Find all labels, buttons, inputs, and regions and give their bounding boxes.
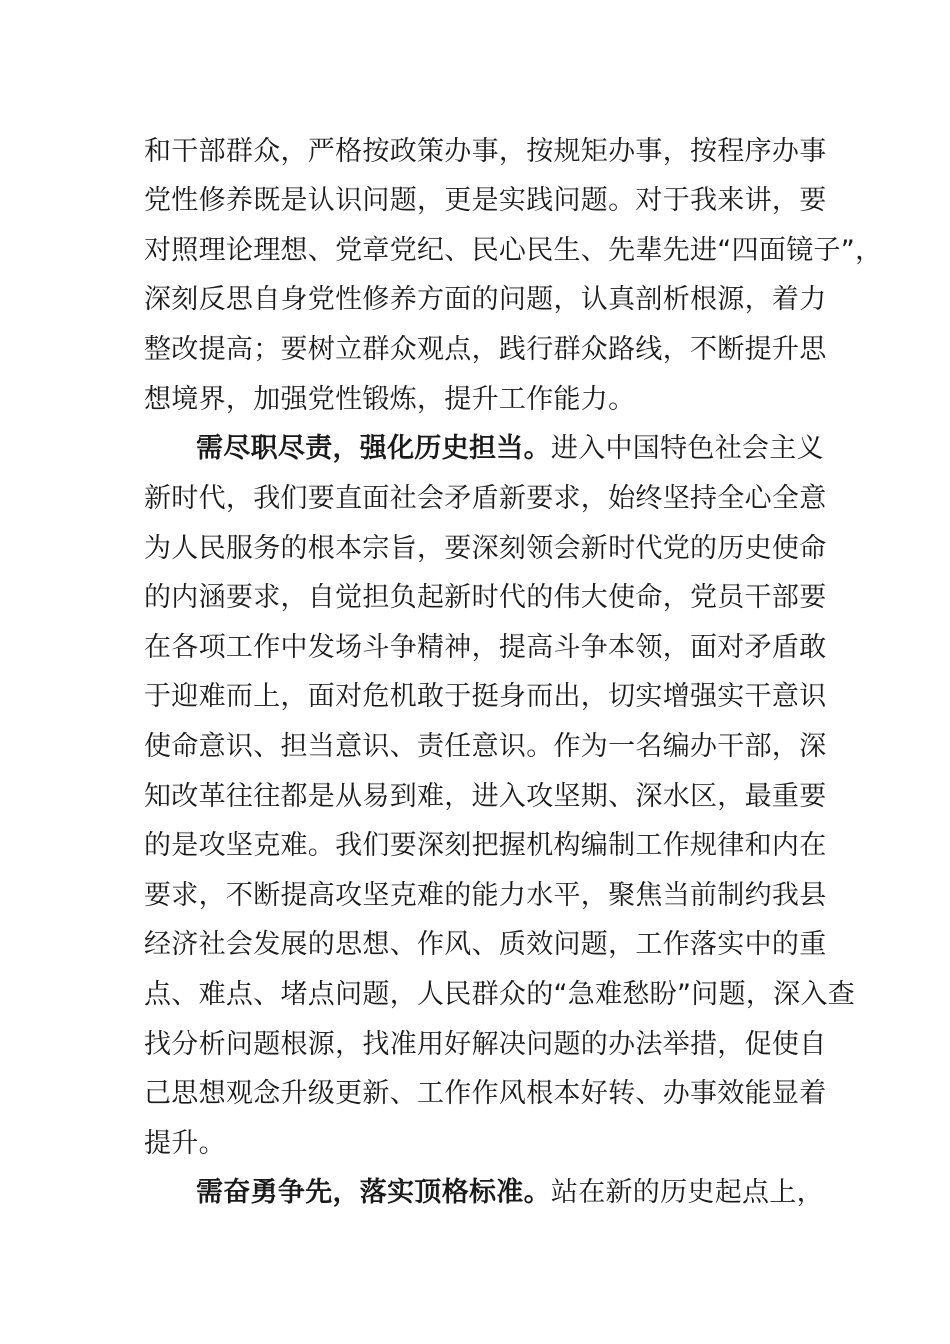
text-line: 党性修养既是认识问题，更是实践问题。对于我来讲，要 (144, 185, 827, 216)
text-line: 找分析问题根源，找准用好解决问题的办法举措，促使自 (144, 1029, 827, 1060)
text-line: 和干部群众，严格按政策办事，按规矩办事，按程序办事 (144, 136, 827, 167)
text-line: 提升。 (144, 1128, 226, 1159)
paragraph-heading: 需尽职尽责，强化历史担当。 (196, 433, 551, 464)
paragraph-heading: 需奋勇争先，落实顶格标准。 (196, 1177, 551, 1208)
text-line: 于迎难而上，面对危机敢于挺身而出，切实增强实干意识 (144, 681, 827, 712)
text-line: 在各项工作中发场斗争精神，提高斗争本领，面对矛盾敢 (144, 632, 827, 663)
text-line: 的是攻坚克难。我们要深刻把握机构编制工作规律和内在 (144, 830, 827, 861)
text-line: 要求，不断提高攻坚克难的能力水平，聚焦当前制约我县 (144, 880, 827, 911)
text-line: 想境界，加强党性锻炼，提升工作能力。 (144, 384, 636, 415)
text-line: 使命意识、担当意识、责任意识。作为一名编办干部，深 (144, 731, 827, 762)
paragraph-text: 站在新的历史起点上， (550, 1177, 824, 1208)
text-line: 点、难点、堵点问题，人民群众的“急难愁盼”问题，深入查 (144, 979, 856, 1010)
text-line: 经济社会发展的思想、作风、质效问题，工作落实中的重 (144, 929, 827, 960)
text-line: 的内涵要求，自觉担负起新时代的伟大使命，党员干部要 (144, 582, 827, 613)
text-line: 知改革往往都是从易到难，进入攻坚期、深水区，最重要 (144, 781, 827, 812)
text-line: 深刻反思自身党性修养方面的问题，认真剖析根源，着力 (144, 284, 827, 315)
text-line: 整改提高；要树立群众观点，践行群众路线，不断提升思 (144, 334, 827, 365)
paragraph-text: 进入中国特色社会主义 (550, 433, 824, 464)
text-line: 新时代，我们要直面社会矛盾新要求，始终坚持全心全意 (144, 483, 827, 514)
text-line: 己思想观念升级更新、工作作风根本好转、办事效能显着 (144, 1078, 827, 1109)
text-line: 为人民服务的根本宗旨，要深刻领会新时代党的历史使命 (144, 533, 827, 564)
paragraph-first-line (196, 429, 824, 469)
text-line: 对照理论理想、党章党纪、民心民生、先辈先进“四面镜子”， (144, 235, 883, 266)
paragraph-first-line (196, 1173, 824, 1213)
